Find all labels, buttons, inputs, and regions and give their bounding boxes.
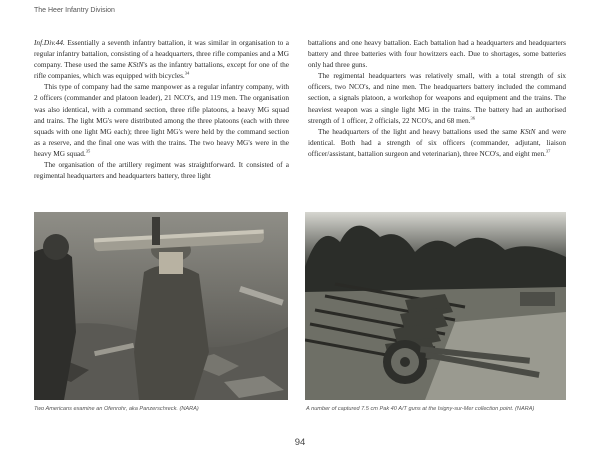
paragraph	[308, 37, 566, 70]
footnote-marker: 34	[184, 70, 190, 76]
emphasis-text: KStN	[127, 60, 144, 70]
body-text: battalions and one heavy battalion. Each battalion had a headquarters and headquarters battery and three batteries with four howitzers each. Due to shortages, some batteries only had three guns.	[308, 38, 566, 70]
body-text: 's as the infantry battalions, except for one of the rifle companies, which was equipped with bicycles.	[34, 60, 290, 81]
photo-illustration	[305, 212, 566, 400]
paragraph	[34, 81, 289, 159]
running-header: The Heer Infantry Division	[34, 7, 115, 14]
footnote-marker: 37	[545, 148, 551, 154]
body-text: and were identical. Both had a strength of six officers (commander, adjutant, liaison officer/assistant, battalion surgeon and veterinarian), three NCO's, and eight men.	[308, 126, 566, 158]
photo-soldiers-panzerschreck	[34, 212, 288, 400]
text-column-right	[308, 37, 566, 159]
text-column-left	[34, 37, 289, 181]
photo-illustration	[34, 212, 288, 400]
body-text: The organisation of the artillery regiment was straightforward. It consisted of a regimental headquarters and headquarters battery, three light	[34, 160, 289, 181]
body-text: The regimental headquarters was relatively small, with a total strength of six officers, two NCO's, and nine men. The headquarters battery included the command section, a signals platoon, a workshop for weapons and equipment and the trains. The heaviest weapon was a single light MG in the trains. The battery had an authorised strength of 1 officer, 2 officials, 22 NCO's, and 68 men.	[308, 71, 566, 125]
paragraph	[34, 37, 289, 81]
footnote-marker: 35	[85, 148, 91, 154]
body-text: Essentially a seventh infantry battalion, it was similar in organisation to a regular infantry battalion, consisting of a headquarters, three rifle companies and a MG company. These used the same	[34, 38, 289, 70]
emphasis-text: Inf.Div.44.	[34, 38, 65, 47]
paragraph	[34, 159, 289, 181]
paragraph	[308, 70, 566, 125]
photo-captured-pak40-guns	[305, 212, 566, 400]
page-number: 94	[294, 437, 306, 448]
emphasis-text: KStN	[520, 126, 536, 136]
photo-caption-right: A number of captured 7.5 cm Pak 40 A/T guns at the Isigny-sur-Mer collection point. (NARA)	[306, 406, 535, 412]
photo-caption-left: Two Americans examine an Ofenrohr, aka Panzerschreck. (NARA)	[34, 406, 199, 412]
paragraph	[308, 126, 566, 159]
body-text: This type of company had the same manpower as a regular infantry company, with 2 officers (commander and platoon leader), 21 NCO's, and 119 men. The organisation was also identical, with a command section, three rifle platoons, a heavy MG squad and trains. The light MG's were distributed among the three platoons (each with three squads with one light MG each); three light MG's were held by the command section as a reserve, and the final one was with the trains. The two heavy MG's were in the heavy MG squad.	[34, 82, 289, 158]
body-text: The headquarters of the light and heavy battalions used the same	[318, 126, 521, 136]
footnote-marker: 36	[470, 115, 475, 121]
